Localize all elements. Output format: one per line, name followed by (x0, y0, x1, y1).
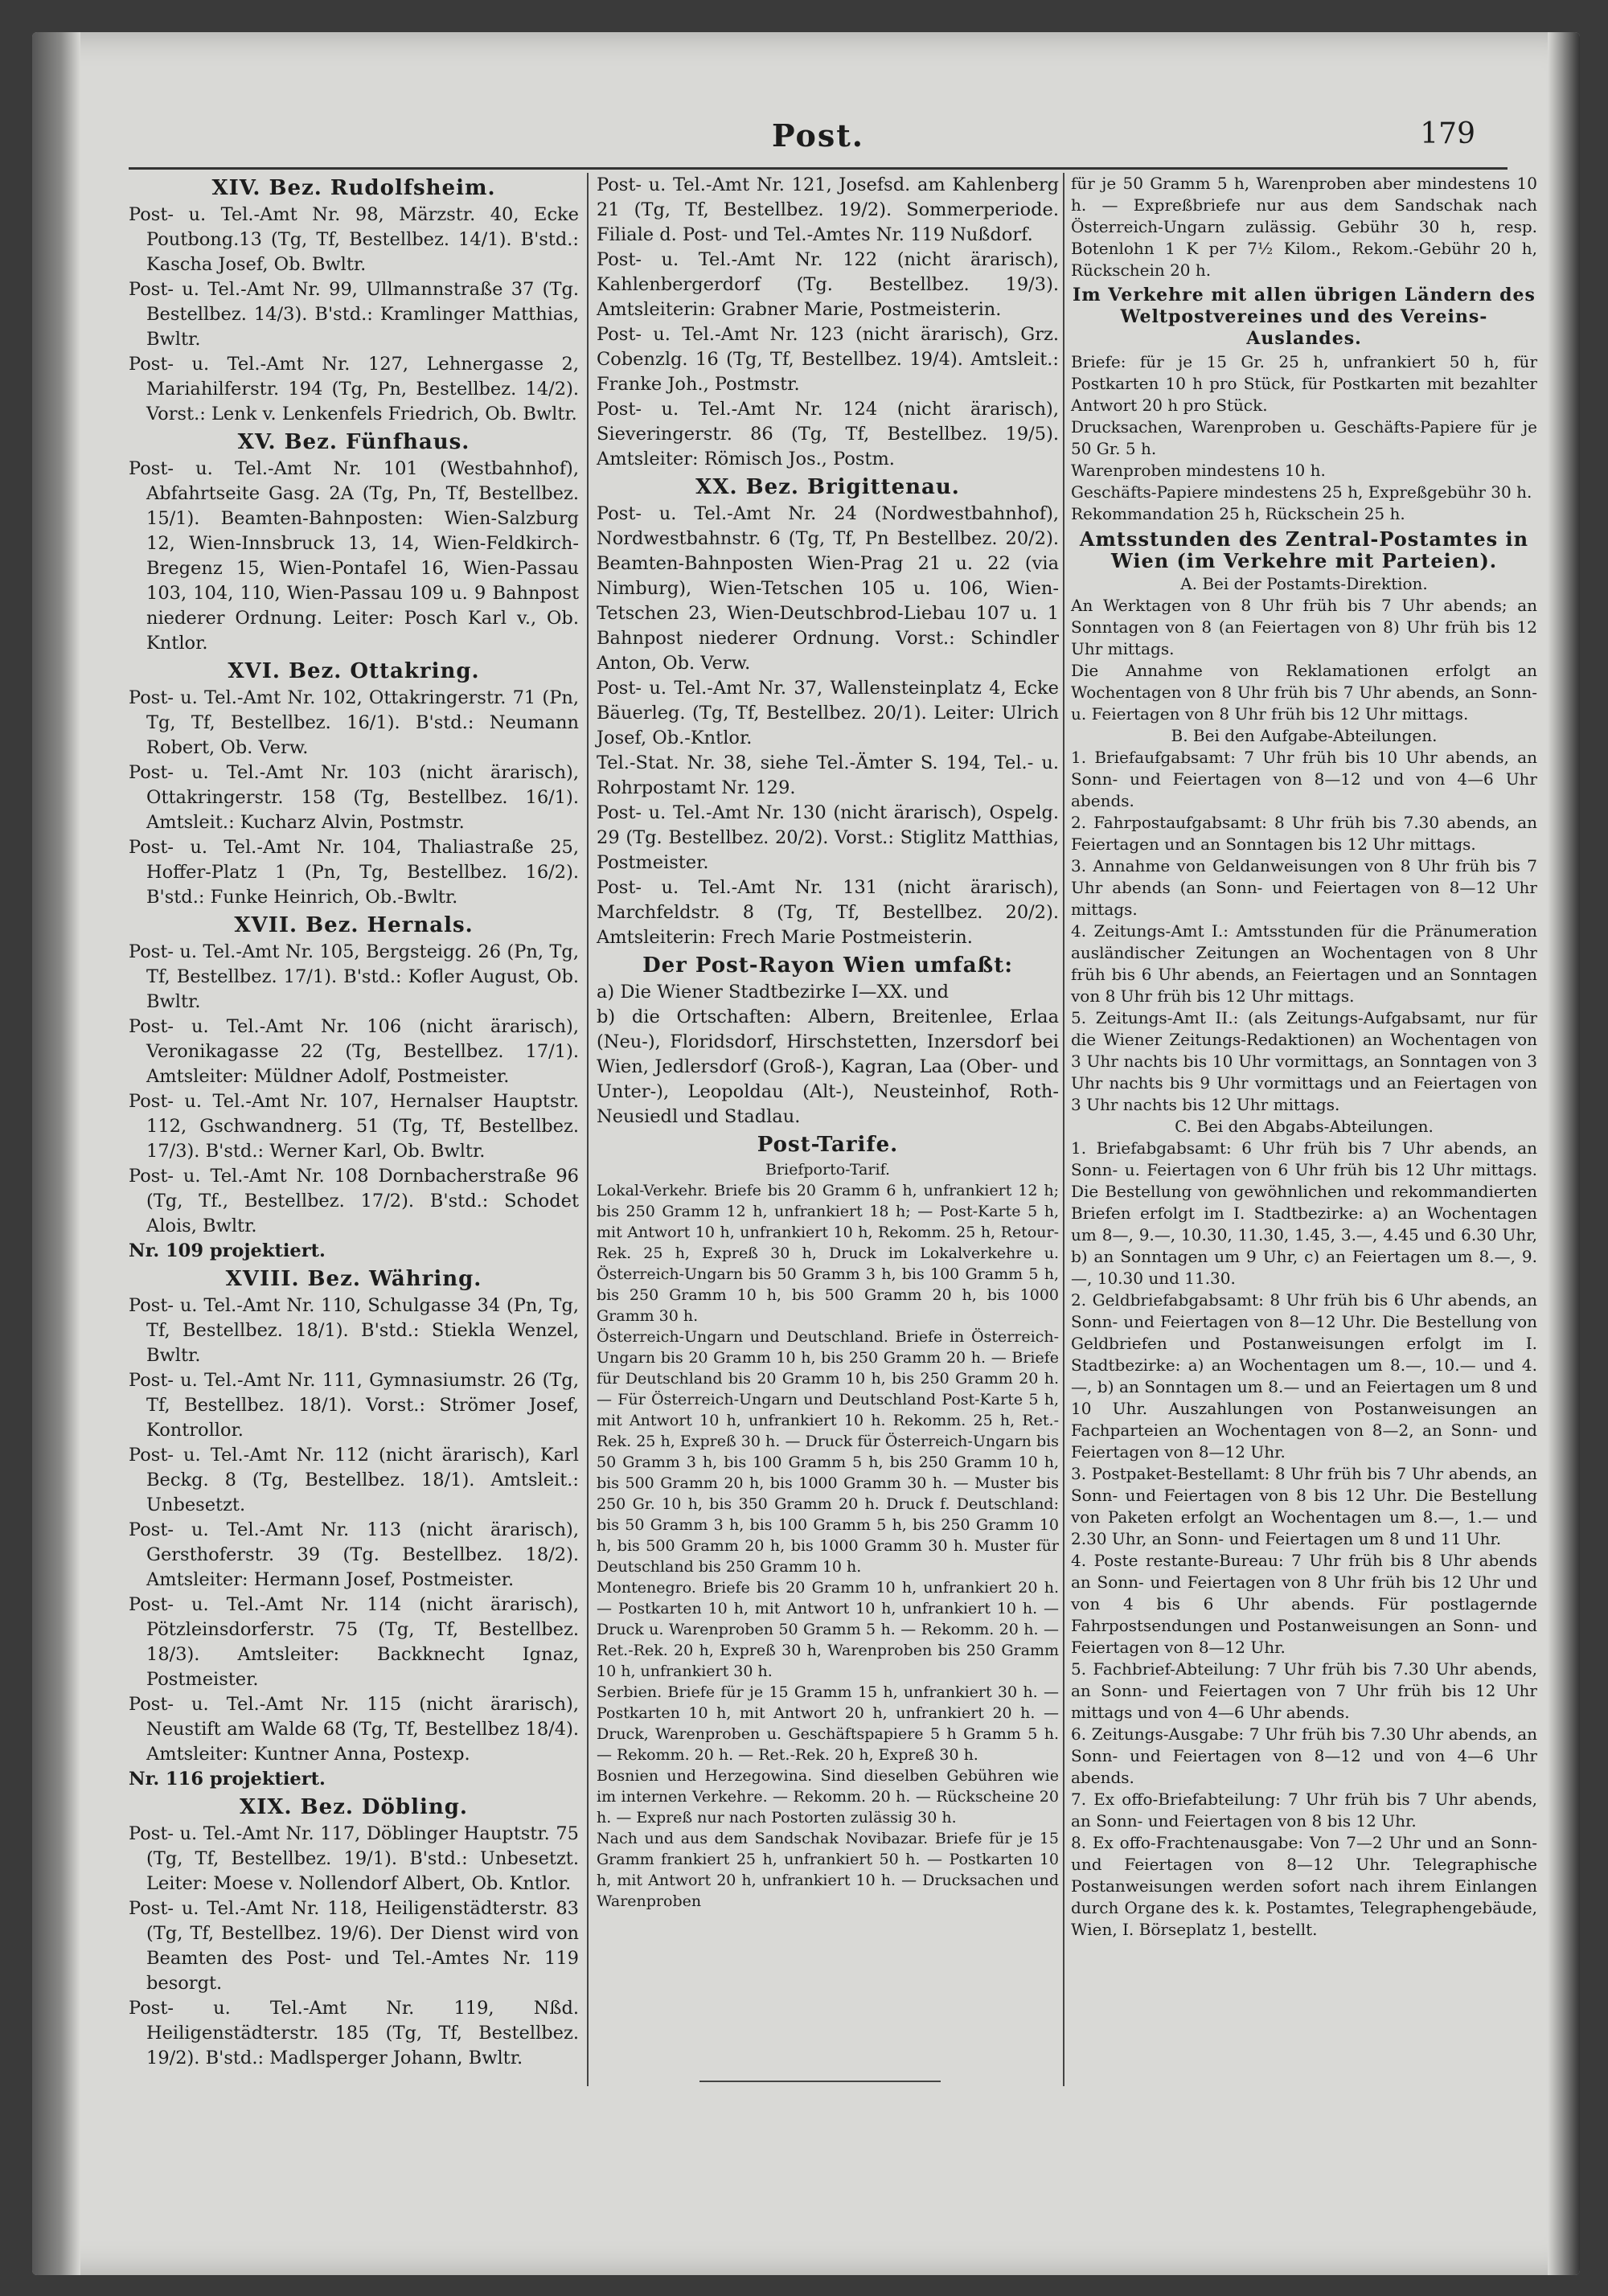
entry: 4. Poste restante-Bureau: 7 Uhr früh bis 8 Uhr abends an Sonn- und Feiertagen von 8 Uhr früh bis 12 Uhr und von 4 bis 6 Uhr abends. Für postlagernde Fahrpostsendungen und Postanweisungen an Sonn- und Feiertagen von 8—12 Uhr. (1071, 1551, 1537, 1657)
entry: Post- u. Tel.-Amt Nr. 102, Ottakringerstr. 71 (Pn, Tg, Tf, Bestellbez. 16/1). B'std.: Neumann Robert, Ob. Verw. (129, 687, 579, 758)
entry: Post- u. Tel.-Amt Nr. 103 (nicht ärarisch), Ottakringerstr. 158 (Tg, Bestellbez. 16/1). Amtsleit.: Kucharz Alvin, Postmstr. (129, 762, 579, 833)
footer-rule (699, 2081, 941, 2082)
entry: 6. Zeitungs-Ausgabe: 7 Uhr früh bis 7.30 Uhr abends, an Sonn- und Feiertagen von 8—12 und von 4—6 Uhr abends. (1071, 1724, 1537, 1787)
section-heading: XIV. Bez. Rudolfsheim. (211, 176, 496, 200)
column-divider (1063, 173, 1064, 2086)
tarif-entry: Lokal-Verkehr. Briefe bis 20 Gramm 6 h, unfrankiert 12 h; bis 250 Gramm 12 h, unfrankiert 18 h; — Post-Karte 5 h, mit Antwort 10 h, unfrankiert 10 h, Rekomm. 25 h, Retour-Rek. 25 h, Expreß 30 h, Druck im Lokalverkehre u. Österreich-Ungarn bis 50 Gramm 3 h, bis 100 Gramm 5 h, bis 250 Gramm 10 h, bis 500 Gramm 20 h, bis 1000 Gramm 30 h. (597, 1182, 1059, 1325)
entry: Post- u. Tel.-Amt Nr. 118, Heiligenstädterstr. 83 (Tg, Tf, Bestellbez. 19/6). Der Dienst wird von Beamten des Post- und Tel.-Amtes Nr. 119 besorgt. (129, 1898, 579, 1994)
column-left (129, 173, 579, 2071)
entry: Post- u. Tel.-Amt Nr. 114 (nicht ärarisch), Pötzleinsdorferstr. 75 (Tg, Tf, Bestellbez. 18/3). Amtsleiter: Backknecht Ignaz, Postmeister. (129, 1594, 579, 1690)
entry: Post- u. Tel.-Amt Nr. 110, Schulgasse 34 (Pn, Tg, Tf, Bestellbez. 18/1). B'std.: Stiekla Wenzel, Bwltr. (129, 1295, 579, 1366)
entry: Post- u. Tel.-Amt Nr. 123 (nicht ärarisch), Grz. Cobenzlg. 16 (Tg, Tf, Bestellbez. 19/4). Amtsleit.: Franke Joh., Postmstr. (597, 324, 1059, 395)
entry: An Werktagen von 8 Uhr früh bis 7 Uhr abends; an Sonntagen von 8 (an Feiertagen von 8) Uhr früh bis 12 Uhr mittags. (1071, 596, 1537, 658)
entry: Tel.-Stat. Nr. 38, siehe Tel.-Ämter S. 194, Tel.- u. Rohrpostamt Nr. 129. (597, 752, 1059, 798)
entry-projected: Nr. 116 projektiert. (129, 1769, 326, 1790)
book-page (32, 32, 1580, 2275)
entry: 5. Fachbrief-Abteilung: 7 Uhr früh bis 7.30 Uhr abends, an Sonn- und Feiertagen von 7 Uhr früh bis 12 Uhr mittags und von 4—6 Uhr abends. (1071, 1659, 1537, 1722)
entry: Post- u. Tel.-Amt Nr. 124 (nicht ärarisch), Sieveringerstr. 86 (Tg, Tf, Bestellbez. 19/5). Amtsleiter: Römisch Jos., Postm. (597, 399, 1059, 469)
entry-projected: Nr. 109 projektiert. (129, 1240, 326, 1261)
section-heading: XX. Bez. Brigittenau. (695, 475, 960, 499)
entry: Post- u. Tel.-Amt Nr. 131 (nicht ärarisch), Marchfeldstr. 8 (Tg, Tf, Bestellbez. 20/2). Amtsleiterin: Frech Marie Postmeisterin. (597, 877, 1059, 948)
entry: Post- u. Tel.-Amt Nr. 112 (nicht ärarisch), Karl Beckg. 8 (Tg, Bestellbez. 18/1). Amtsleit.: Unbesetzt. (129, 1445, 579, 1515)
entry: Post- u. Tel.-Amt Nr. 127, Lehnergasse 2, Mariahilferstr. 194 (Tg, Pn, Bestellbez. 14/2). Vorst.: Lenk v. Lenkenfels Friedrich, Ob. Bwltr. (129, 354, 579, 424)
entry: 3. Postpaket-Bestellamt: 8 Uhr früh bis 7 Uhr abends, an Sonn- und Feiertagen von 8 bis 12 Uhr. Die Bestellung von Paketen erfolgt an Wochentagen um 8.—, 1.— und 2.30 Uhr, an Sonn- und Feiertagen um 8 und 11 Uhr. (1071, 1464, 1537, 1548)
section-heading: XIX. Bez. Döbling. (240, 1795, 468, 1819)
tarif-entry: Serbien. Briefe für je 15 Gramm 15 h, unfrankiert 30 h. — Postkarten 10 h, mit Antwort 20 h, unfrankiert 20 h. — Druck, Warenproben u. Geschäftspapiere 5 h Gramm 5 h. — Rekomm. 20 h. — Ret.-Rek. 20 h, Expreß 30 h. (597, 1683, 1059, 1764)
entry: Post- u. Tel.-Amt Nr. 113 (nicht ärarisch), Gersthoferstr. 39 (Tg. Bestellbez. 18/2). Amtsleiter: Hermann Josef, Postmeister. (129, 1519, 579, 1590)
page-number: 179 (1420, 117, 1475, 150)
entry: Post- u. Tel.-Amt Nr. 106 (nicht ärarisch), Veronikagasse 22 (Tg, Bestellbez. 17/1). Amtsleiter: Müldner Adolf, Postmeister. (129, 1016, 579, 1087)
column-divider (587, 173, 589, 2086)
book-spine (32, 32, 80, 2275)
entry: Post- u. Tel.-Amt Nr. 121, Josefsd. am Kahlenberg 21 (Tg, Tf, Bestellbez. 19/2). Sommerperiode. Filiale d. Post- und Tel.-Amtes Nr. 119 Nußdorf. (597, 174, 1059, 245)
entry: Warenproben mindestens 10 h. (1071, 461, 1326, 480)
entry: Post- u. Tel.-Amt Nr. 99, Ullmannstraße 37 (Tg. Bestellbez. 14/3). B'std.: Kramlinger Matthias, Bwltr. (129, 279, 579, 350)
section-heading: XVIII. Bez. Währing. (225, 1267, 482, 1291)
column-middle (597, 173, 1059, 1912)
entry: 3. Annahme von Geldanweisungen von 8 Uhr früh bis 7 Uhr abends (an Sonn- und Feiertagen von 8—12 Uhr mittags. (1071, 856, 1537, 919)
tarif-entry: Österreich-Ungarn und Deutschland. Briefe in Österreich-Ungarn bis 20 Gramm 10 h, bis 250 Gramm 20 h. — Briefe für Deutschland bis 20 Gramm 10 h, bis 250 Gramm 20 h. — Für Österreich-Ungarn und Deutschland Post-Karte 5 h, mit Antwort 10 h, unfrankiert 10 h. Rekomm. 25 h, Ret.-Rek. 25 h, Expreß 30 h. — Druck für Österreich-Ungarn bis 50 Gramm 3 h, bis 100 Gramm 5 h, bis 250 Gramm 10 h, bis 500 Gramm 20 h, bis 1000 Gramm 30 h. — Muster bis 250 Gr. 10 h, bis 350 Gramm 20 h. Druck f. Deutschland: bis 50 Gramm 3 h, bis 100 Gramm 5 h, bis 250 Gramm 10 h, bis 500 Gramm 20 h, bis 1000 Gramm 30 h. Muster für Deutschland bis 250 Gramm 10 h. (597, 1328, 1059, 1576)
rayon-heading: Der Post-Rayon Wien umfaßt: (642, 953, 1013, 978)
entry: Post- u. Tel.-Amt Nr. 115 (nicht ärarisch), Neustift am Walde 68 (Tg, Tf, Bestellbez 18/4). Amtsleiter: Kuntner Anna, Postexp. (129, 1694, 579, 1765)
entry: Post- u. Tel.-Amt Nr. 108 Dornbacherstraße 96 (Tg, Tf., Bestellbez. 17/2). B'std.: Schodet Alois, Bwltr. (129, 1166, 579, 1236)
rayon-b: b) die Ortschaften: Albern, Breitenlee, Erlaa (Neu-), Floridsdorf, Hirschstetten, Inzersdorf bei Wien, Jedlersdorf (Groß-), Kagran, Laa (Ober- und Unter-), Leopoldau (Alt-), Neusteinhof, Roth-Neusiedl und Stadlau. (597, 1007, 1059, 1127)
weltpost-heading: Im Verkehre mit allen übrigen Ländern des Weltpostvereines und des Vereins-Auslandes. (1073, 285, 1536, 349)
entry: 1. Briefabgabsamt: 6 Uhr früh bis 7 Uhr abends, an Sonn- u. Feiertagen von 6 Uhr früh bis 12 Uhr mittags. Die Bestellung von gewöhnlichen und rekommandierten Briefen erfolgt im I. Stadtbezirke: a) an Wochentagen um 8—, 9.—, 10.30, 11.30, 1.45, 3.—, 4.45 und 6.30 Uhr, b) an Sonntagen um 9 Uhr, c) an Feiertagen um 8.—, 9.—, 10.30 und 11.30. (1071, 1138, 1537, 1288)
tarif-entry: Nach und aus dem Sandschak Novibazar. Briefe für je 15 Gramm frankiert 25 h, unfrankiert 50 h. — Postkarten 10 h, mit Antwort 20 h, unfrankiert 10 h. — Drucksachen und Warenproben (597, 1830, 1059, 1910)
entry: 8. Ex offo-Frachtenausgabe: Von 7—2 Uhr und an Sonn- und Feiertagen von 8—12 Uhr. Telegraphische Postanweisungen werden sofort nach ihrem Einlangen durch Organe des k. k. Postamtes, Telegraphengebäude, Wien, I. Börseplatz 1, bestellt. (1071, 1833, 1537, 1939)
entry: Post- u. Tel.-Amt Nr. 117, Döblinger Hauptstr. 75 (Tg, Tf, Bestellbez. 19/1). B'std.: Unbesetzt. Leiter: Moese v. Nollendorf Albert, Ob. Kntlor. (129, 1823, 579, 1894)
entry: für je 50 Gramm 5 h, Warenproben aber mindestens 10 h. — Expreßbriefe nur aus dem Sandschak nach Österreich-Ungarn zulässig. Gebühr 30 h, resp. Botenlohn 1 K per 7½ Kilom., Rekom.-Gebühr 20 h, Rückschein 20 h. (1071, 174, 1537, 280)
entry: Post- u. Tel.-Amt Nr. 122 (nicht ärarisch), Kahlenbergerdorf (Tg. Bestellbez. 19/3). Amtsleiterin: Grabner Marie, Postmeisterin. (597, 249, 1059, 320)
entry: Post- u. Tel.-Amt Nr. 111, Gymnasiumstr. 26 (Tg, Tf, Bestellbez. 18/1). Vorst.: Strömer Josef, Kontrollor. (129, 1370, 579, 1441)
entry: Post- u. Tel.-Amt Nr. 130 (nicht ärarisch), Ospelg. 29 (Tg. Bestellbez. 20/2). Vorst.: Stiglitz Matthias, Postmeister. (597, 802, 1059, 873)
entry: Post- u. Tel.-Amt Nr. 37, Wallensteinplatz 4, Ecke Bäuerleg. (Tg, Tf, Bestellbez. 20/1). Leiter: Ulrich Josef, Ob.-Kntlor. (597, 678, 1059, 748)
entry: Post- u. Tel.-Amt Nr. 107, Hernalser Hauptstr. 112, Gschwandnerg. 51 (Tg, Tf, Bestellbez. 17/3). B'std.: Werner Karl, Ob. Bwltr. (129, 1091, 579, 1162)
entry: Briefe: für je 15 Gr. 25 h, unfrankiert 50 h, für Postkarten 10 h pro Stück, für Postkarten mit bezahlter Antwort 20 h pro Stück. (1071, 352, 1537, 415)
entry: Post- u. Tel.-Amt Nr. 104, Thaliastraße 25, Hoffer-Platz 1 (Pn, Tg, Bestellbez. 16/2). B'std.: Funke Heinrich, Ob.-Bwltr. (129, 837, 579, 908)
entry: Post- u. Tel.-Amt Nr. 101 (Westbahnhof), Abfahrtseite Gasg. 2A (Tg, Pn, Tf, Bestellbez. 15/1). Beamten-Bahnposten: Wien-Salzburg 12, Wien-Innsbruck 13, 14, Wien-Feldkirch-Bregenz 15, Wien-Pontafel 16, Wien-Passau 103, 104, 110, Wien-Passau 109 u. 9 Bahnpost niederer Ordnung. Leiter: Posch Karl v., Ob. Kntlor. (129, 458, 579, 654)
tarif-subheading: Briefporto-Tarif. (765, 1161, 890, 1179)
subsection-a: A. Bei der Postamts-Direktion. (1180, 574, 1428, 593)
entry: Drucksachen, Warenproben u. Geschäfts-Papiere für je 50 Gr. 5 h. (1071, 417, 1537, 458)
page-header (129, 113, 1508, 161)
tarif-entry: Bosnien und Herzegowina. Sind dieselben Gebühren wie im internen Verkehre. — Rekomm. 20 h. — Rückscheine 20 h. — Expreß nur nach Postorten zulässig 30 h. (597, 1767, 1059, 1827)
entry: Post- u. Tel.-Amt Nr. 105, Bergsteigg. 26 (Pn, Tg, Tf, Bestellbez. 17/1). B'std.: Kofler August, Ob. Bwltr. (129, 941, 579, 1012)
tarif-heading: Post-Tarife. (757, 1133, 899, 1157)
entry: 1. Briefaufgabsamt: 7 Uhr früh bis 10 Uhr abends, an Sonn- und Feiertagen von 8—12 und von 4—6 Uhr abends. (1071, 748, 1537, 810)
subsection-c: C. Bei den Abgabs-Abteilungen. (1175, 1117, 1434, 1136)
page-title: Post. (771, 117, 865, 154)
entry: 5. Zeitungs-Amt II.: (als Zeitungs-Aufgabsamt, nur für die Wiener Zeitungs-Redaktionen) an Wochentagen von 3 Uhr nachts bis 10 Uhr vormittags, an Sonntagen von 3 Uhr nachts bis 9 Uhr vormittags und an Feiertagen von 3 Uhr nachts bis 12 Uhr mittags. (1071, 1008, 1537, 1114)
column-right (1071, 173, 1537, 1941)
section-heading: XV. Bez. Fünfhaus. (237, 430, 470, 454)
entry: Rekommandation 25 h, Rückschein 25 h. (1071, 504, 1405, 523)
entry: Geschäfts-Papiere mindestens 25 h, Expreßgebühr 30 h. (1071, 482, 1532, 502)
entry: Post- u. Tel.-Amt Nr. 98, Märzstr. 40, Ecke Poutbong.13 (Tg, Tf, Bestellbez. 14/1). B'std.: Kascha Josef, Ob. Bwltr. (129, 204, 579, 275)
entry: Post- u. Tel.-Amt Nr. 24 (Nordwestbahnhof), Nordwestbahnstr. 6 (Tg, Tf, Pn Bestellbez. 20/2). Beamten-Bahnposten Wien-Prag 21 u. 22 (via Nimburg), Wien-Tetschen 105 u. 106, Wien-Tetschen 23, Wien-Deutschbrod-Liebau 107 u. 1 Bahnpost niederer Ordnung. Vorst.: Schindler Anton, Ob. Verw. (597, 503, 1059, 674)
section-heading: XVI. Bez. Ottakring. (228, 659, 480, 683)
entry: 2. Geldbriefabgabsamt: 8 Uhr früh bis 6 Uhr abends, an Sonn- und Feiertagen von 8—12 Uhr. Die Bestellung von Geldbriefen und Postanweisungen erfolgt im I. Stadtbezirke: a) an Wochentagen um 8.—, 10.— und 4.—, b) an Sonntagen um 8.— und an Feiertagen um 8 und 10 Uhr. Auszahlungen von Postanweisungen an Fachparteien an Wochentagen von 8—2, an Sonn- und Feiertagen von 8—12 Uhr. (1071, 1290, 1537, 1462)
page-edge (1548, 32, 1580, 2275)
subsection-b: B. Bei den Aufgabe-Abteilungen. (1171, 726, 1438, 745)
amtsstunden-heading: Amtsstunden des Zentral-Postamtes in Wien (im Verkehre mit Parteien). (1079, 527, 1529, 572)
section-heading: XVII. Bez. Hernals. (234, 913, 474, 937)
header-rule (129, 167, 1508, 170)
entry: 2. Fahrpostaufgabsamt: 8 Uhr früh bis 7.30 abends, an Feiertagen und an Sonntagen bis 12 Uhr mittags. (1071, 813, 1537, 854)
entry: Die Annahme von Reklamationen erfolgt an Wochentagen von 8 Uhr früh bis 7 Uhr abends, an Sonn- u. Feiertagen von 8 Uhr früh bis 12 Uhr mittags. (1071, 661, 1537, 724)
tarif-entry: Montenegro. Briefe bis 20 Gramm 10 h, unfrankiert 20 h. — Postkarten 10 h, mit Antwort 10 h, unfrankiert 10 h. — Druck u. Warenproben 50 Gramm 5 h. — Rekomm. 20 h. — Ret.-Rek. 20 h, Expreß 30 h, Warenproben bis 250 Gramm 10 h, unfrankiert 30 h. (597, 1579, 1059, 1680)
entry: Post- u. Tel.-Amt Nr. 119, Nßd. Heiligenstädterstr. 185 (Tg, Tf, Bestellbez. 19/2). B'std.: Madlsperger Johann, Bwltr. (129, 1998, 579, 2068)
rayon-a: a) Die Wiener Stadtbezirke I—XX. und (597, 982, 950, 1002)
entry: 4. Zeitungs-Amt I.: Amtsstunden für die Pränumeration ausländischer Zeitungen an Wochentagen von 8 Uhr früh bis 6 Uhr abends, an Feiertagen und an Sonntagen von 8 Uhr früh bis 12 Uhr mittags. (1071, 921, 1537, 1006)
entry: 7. Ex offo-Briefabteilung: 7 Uhr früh bis 7 Uhr abends, an Sonn- und Feiertagen von 8 bis 12 Uhr. (1071, 1790, 1537, 1831)
